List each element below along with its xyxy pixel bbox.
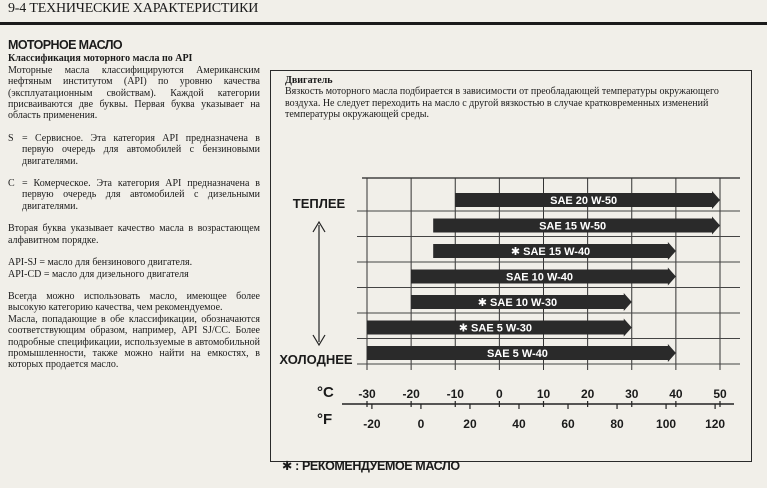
- second-letter-paragraph: Вторая буква указывает качество масла в возрастающем алфавитном порядке.: [8, 223, 260, 246]
- bar-sae-15-w-40: [433, 242, 676, 260]
- bar-sae-10-w-30: [411, 293, 632, 311]
- c-tick-10: 10: [536, 387, 551, 401]
- bar-sae-20-w-50: [455, 191, 720, 209]
- c-tick-40: 40: [669, 387, 683, 401]
- bar-label-6: SAE 5 W-40: [486, 348, 548, 360]
- definition-c-key: C: [8, 178, 15, 190]
- warm-label: ТЕПЛЕЕ: [292, 196, 346, 211]
- bar-label-5: ✱ SAE 5 W-30: [458, 322, 532, 335]
- api-cd-line: API-CD = масло для дизельного двигателя: [8, 268, 189, 280]
- f-tick--20: -20: [363, 417, 381, 431]
- chart-axes: [317, 384, 734, 431]
- chart-side-labels: [279, 196, 353, 367]
- f-tick-80: 80: [610, 417, 624, 431]
- bar-label-3: SAE 10 W-40: [505, 271, 574, 284]
- intro-paragraph: Моторные масла классифицируются Американским нефтяным институтом (API) по уровню качества (эксплуатационным свойствам). Каждой категории присваиваются две буквы. Первая буква указывает на область применения.: [8, 64, 260, 122]
- bar-sae-5-w-30: [367, 319, 632, 337]
- c-tick--20: -20: [402, 387, 420, 401]
- left-column: [8, 40, 260, 371]
- f-tick-100: 100: [656, 417, 677, 431]
- bar-label-2: ✱ SAE 15 W-40: [510, 246, 591, 258]
- f-tick-60: 60: [561, 417, 575, 431]
- axis-f-label: °F: [317, 411, 333, 428]
- bar-label-1: SAE 15 W-50: [539, 220, 607, 233]
- bar-sae-15-w-50: [433, 217, 720, 235]
- recommended-footnote: ✱ : РЕКОМЕНДУЕМОЕ МАСЛО: [282, 459, 460, 473]
- f-tick-120: 120: [705, 417, 726, 431]
- f-tick-40: 40: [512, 417, 526, 431]
- definition-s-key: S: [8, 132, 14, 144]
- page-header: 9-4 ТЕХНИЧЕСКИЕ ХАРАКТЕРИСТИКИ: [8, 1, 259, 16]
- c-tick-50: 50: [713, 387, 727, 401]
- header-rule: [0, 22, 767, 25]
- subtitle: Классификация моторного масла по API: [8, 53, 193, 65]
- f-tick-0: 0: [417, 417, 425, 431]
- box-title: Двигатель: [285, 75, 333, 86]
- bar-sae-10-w-40: [411, 268, 676, 286]
- axis-c-label: °C: [317, 384, 334, 401]
- cold-label: ХОЛОДНЕЕ: [279, 352, 353, 367]
- bar-label-4: ✱ SAE 10 W-30: [477, 297, 558, 309]
- definition-c: [8, 178, 260, 212]
- c-tick-20: 20: [580, 387, 595, 401]
- bar-sae-5-w-40: [367, 344, 676, 362]
- section-title: МОТОРНОЕ МАСЛО: [8, 38, 123, 52]
- definition-s-text: = Сервисное. Эта категория API предназначена в первую очередь для автомобилей с бензиновыми двигателями.: [22, 132, 260, 167]
- higher-category-paragraph: Всегда можно использовать масло, имеющее более высокую категорию качества, чем рекомендуемое.: [8, 290, 260, 314]
- api-sj-line: API-SJ = масло для бензинового двигателя.: [8, 257, 193, 269]
- definition-s: [8, 133, 260, 167]
- bar-label-0: SAE 20 W-50: [550, 195, 618, 207]
- definition-c-text: = Комерческое. Эта категория API предназначена в первую очередь для автомобилей с дизельными двигателями.: [22, 178, 260, 212]
- f-tick-20: 20: [463, 417, 477, 431]
- c-tick--10: -10: [446, 387, 464, 401]
- classification-paragraph: Масла, попадающие в обе классификации, обозначаются соответствующим образом, например, API SJ/CC. Более подробные спецификации, используемые в автомобильной промышленности, также можно найти на емкостях, в которых продается масло.: [8, 313, 260, 371]
- c-tick-0: 0: [496, 387, 503, 401]
- box-text: Вязкость моторного масла подбирается в зависимости от преобладающей температуры окружающего воздуха. Не следует переходить на масло с другой вязкостью в случае кратковременных изменений температуры окружающей среды.: [285, 86, 719, 120]
- c-tick-30: 30: [625, 387, 639, 401]
- c-tick--30: -30: [358, 387, 376, 401]
- viscosity-chart: [272, 170, 748, 440]
